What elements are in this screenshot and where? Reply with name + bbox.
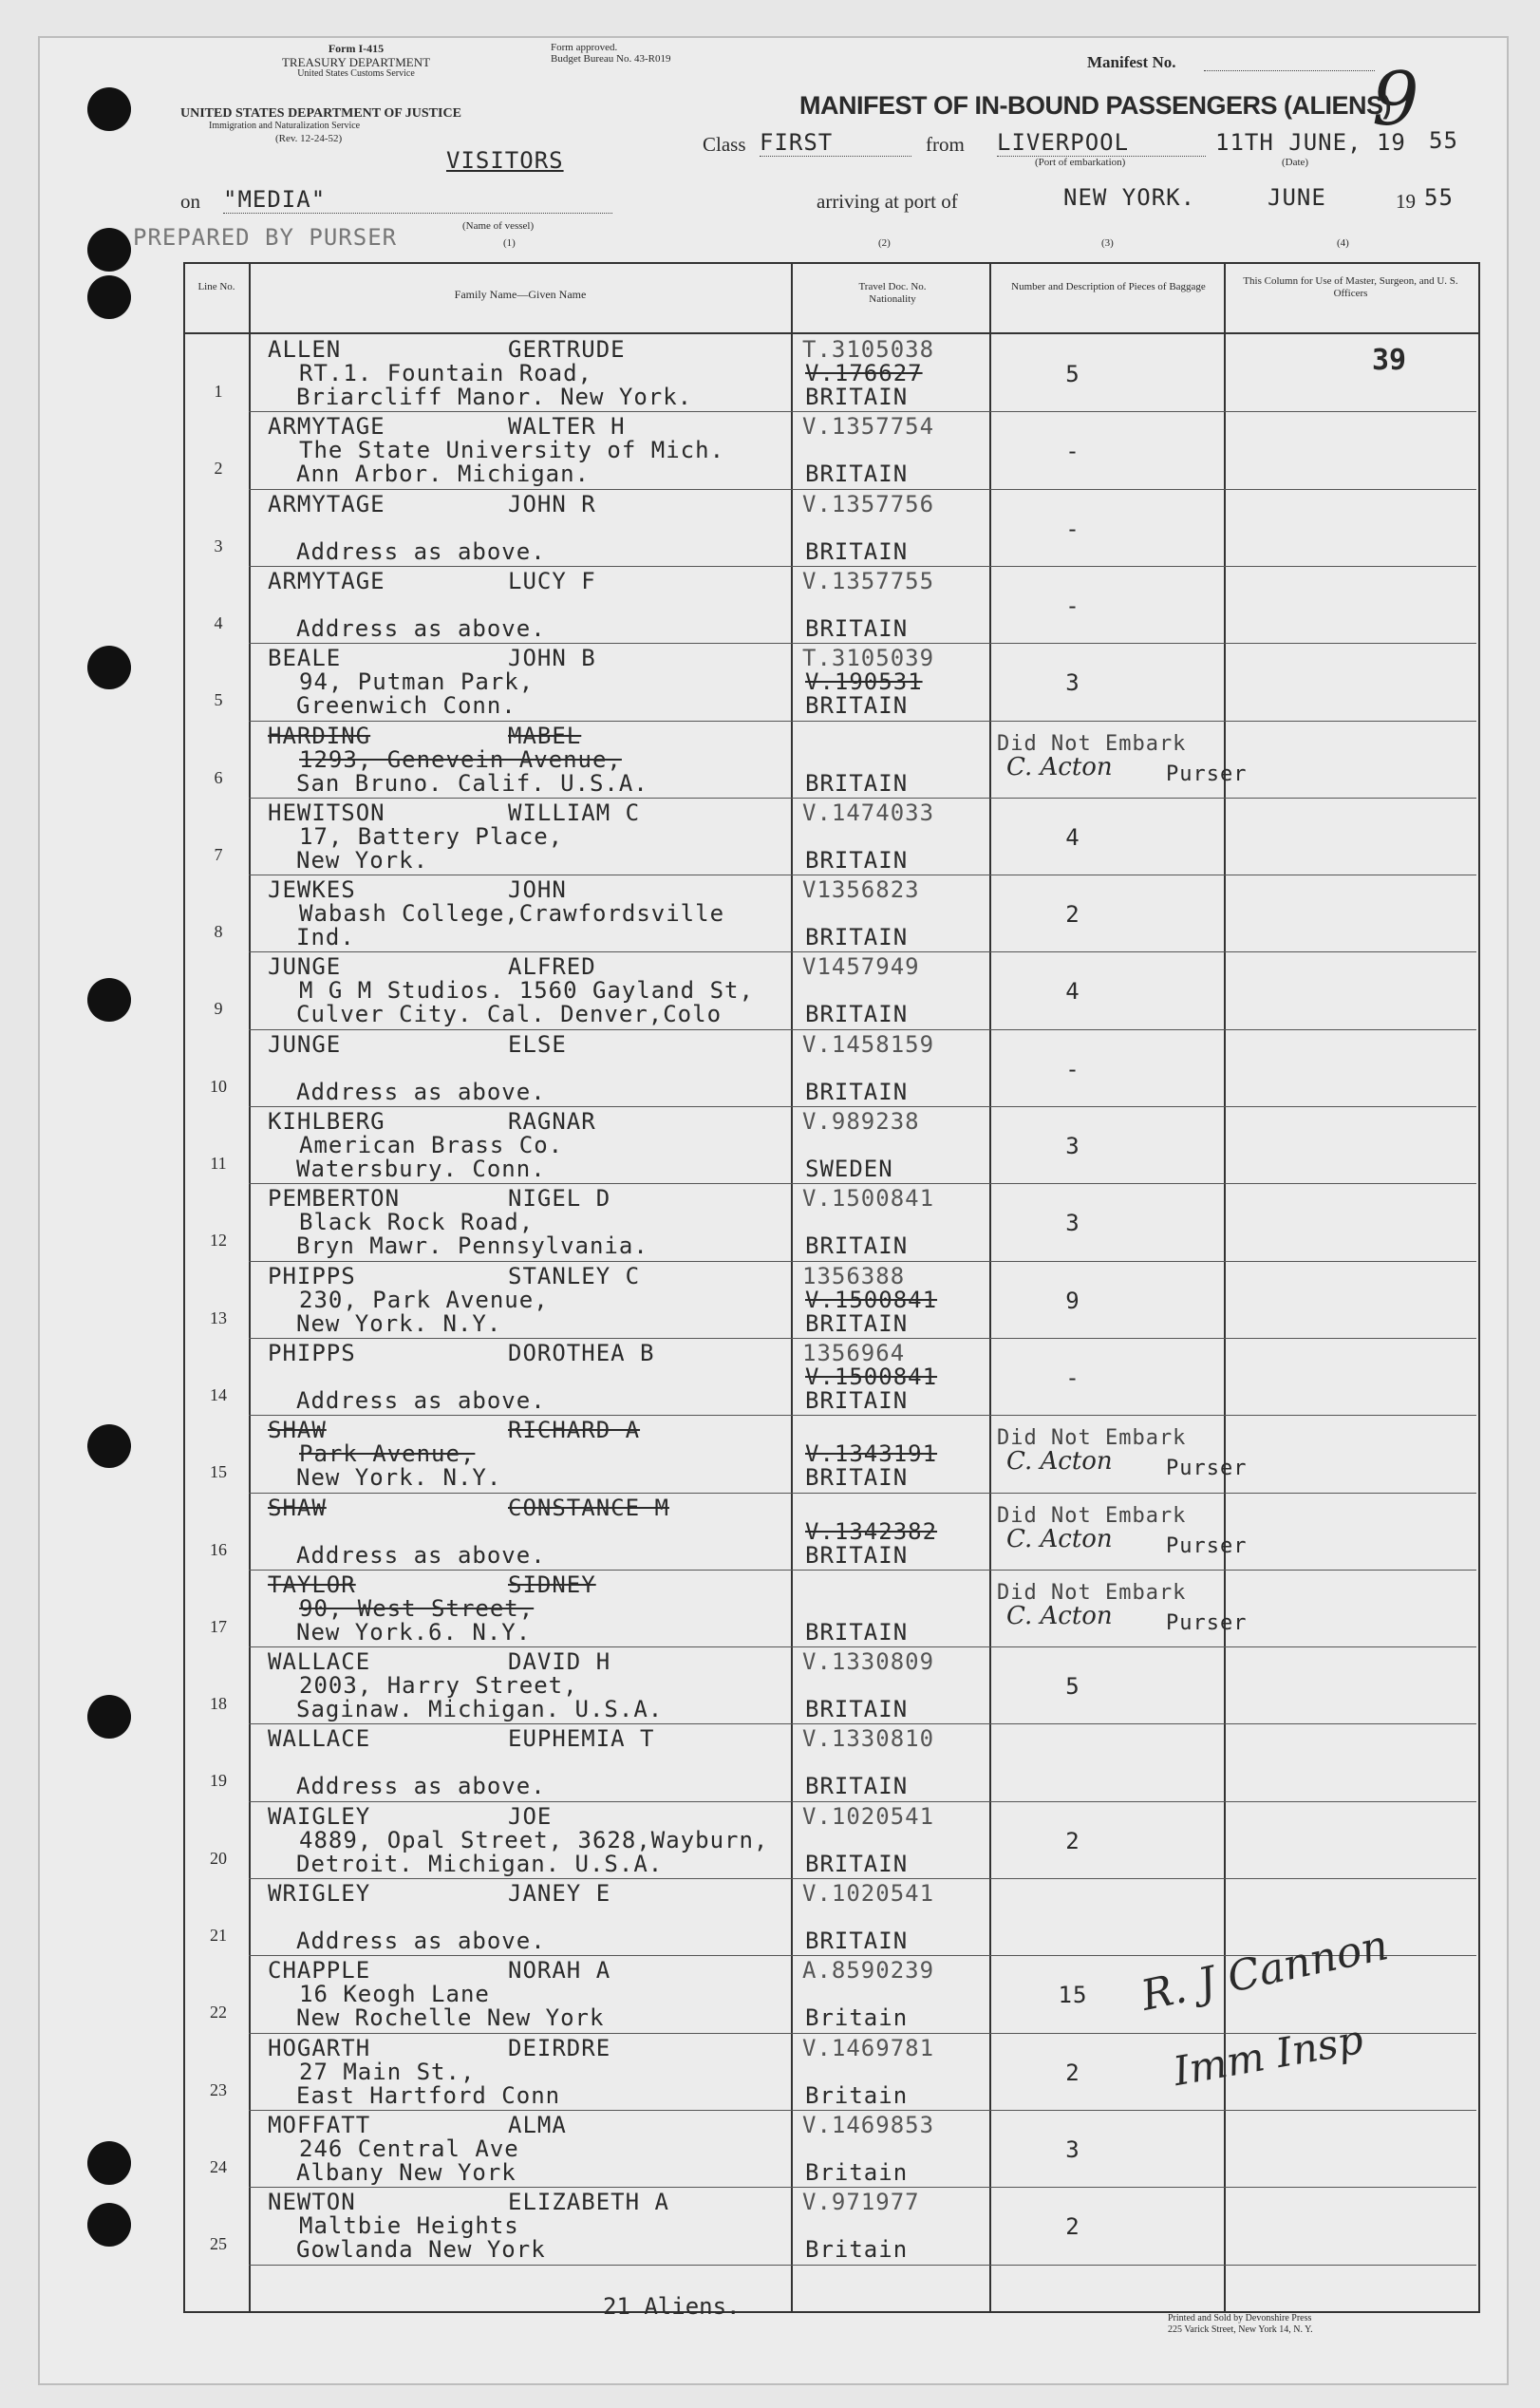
given-name: ELIZABETH A [508, 2189, 669, 2216]
purser-signature: C. Acton [1006, 1447, 1113, 1477]
line-number: 1 [214, 382, 223, 401]
address-line-2: Address as above. [296, 537, 546, 565]
address-line-1: RT.1. Fountain Road, [299, 360, 592, 386]
family-name: JUNGE [268, 953, 342, 981]
family-name: HARDING [268, 722, 371, 749]
row-divider [249, 566, 1476, 567]
given-name: WILLIAM C [508, 799, 641, 826]
line-number: 20 [210, 1848, 227, 1868]
baggage-count: 9 [1065, 1287, 1080, 1314]
purser-label: Purser [1166, 1457, 1248, 1481]
baggage-count: 3 [1065, 669, 1080, 697]
given-name: ALMA [508, 2111, 567, 2138]
given-name: RAGNAR [508, 1108, 596, 1135]
given-name: ELSE [508, 1030, 567, 1058]
travel-doc-number: V.989238 [802, 1108, 920, 1135]
nationality: BRITAIN [805, 692, 909, 720]
total-aliens: 21 Aliens. [603, 2293, 741, 2320]
row-divider [249, 1261, 1476, 1262]
address-line-2: New York.6. N.Y. [296, 1618, 532, 1646]
travel-doc-number-alt: V.190531 [805, 668, 923, 696]
nationality: BRITAIN [805, 1928, 909, 1954]
address-line-1: 27 Main St., [299, 2058, 476, 2085]
family-name: ALLEN [268, 336, 342, 363]
col-name: Family Name—Given Name [454, 288, 587, 301]
nationality: BRITAIN [805, 461, 909, 488]
travel-doc-number: V.1474033 [802, 799, 935, 826]
line-number: 18 [210, 1694, 227, 1714]
binder-hole [87, 1695, 131, 1739]
address-line-2: Address as above. [296, 1928, 546, 1954]
col-divider [249, 262, 251, 2313]
address-line-2: Ind. [296, 924, 355, 951]
given-name: GERTRUDE [508, 336, 626, 363]
row-divider [249, 1106, 1476, 1107]
date-value: 11TH JUNE, 19 [1215, 129, 1406, 156]
nationality: Britain [805, 2081, 909, 2109]
row-divider [249, 2110, 1476, 2111]
given-name: JANEY E [508, 1880, 611, 1907]
line-number: 19 [210, 1771, 227, 1791]
address-line-2: Ann Arbor. Michigan. [296, 461, 590, 488]
family-name: PHIPPS [268, 1262, 356, 1289]
col-num-4: (4) [1337, 237, 1349, 249]
family-name: SHAW [268, 1417, 327, 1444]
given-name: NORAH A [508, 1957, 611, 1985]
travel-doc-number: V.1458159 [802, 1030, 935, 1058]
address-line-1: Wabash College,Crawfordsville [299, 900, 725, 928]
vessel-name: "MEDIA" [223, 186, 612, 214]
given-name: JOHN R [508, 490, 596, 517]
travel-doc-number-alt: V.1343191 [805, 1440, 938, 1468]
row-divider [249, 489, 1476, 490]
travel-doc-number: V.1357754 [802, 413, 935, 441]
family-name: ARMYTAGE [268, 413, 385, 441]
row-divider [249, 2265, 1476, 2266]
row-divider [249, 798, 1476, 799]
purser-label: Purser [1166, 762, 1248, 786]
travel-doc-number-alt: V.1500841 [805, 1363, 938, 1390]
budget-bureau: Budget Bureau No. 43-R019 [551, 53, 671, 65]
line-number: 4 [214, 612, 223, 632]
baggage-count: 2 [1065, 2213, 1080, 2241]
travel-doc-number-alt: V.1500841 [805, 1286, 938, 1313]
nationality: BRITAIN [805, 1696, 909, 1723]
nationality: BRITAIN [805, 1850, 909, 1877]
travel-doc-number: V.1357755 [802, 567, 935, 594]
manifest-no-line [1204, 70, 1375, 71]
baggage-note: Did Not Embark [997, 731, 1187, 756]
col-num-1: (1) [503, 237, 516, 249]
port-caption: (Port of embarkation) [1035, 157, 1126, 168]
line-number: 10 [210, 1076, 227, 1096]
baggage-count: - [1065, 1364, 1080, 1391]
purser-signature: C. Acton [1006, 752, 1113, 781]
address-line-2: Culver City. Cal. Denver,Colo [296, 1001, 723, 1028]
line-number: 5 [214, 690, 223, 710]
inspector-title-signature: Imm Insp [1170, 2015, 1367, 2096]
given-name: MABEL [508, 722, 582, 749]
binder-hole [87, 1424, 131, 1468]
row-divider [249, 1029, 1476, 1030]
address-line-2: Address as above. [296, 1773, 546, 1800]
line-number: 25 [210, 2234, 227, 2254]
address-line-1: 230, Park Avenue, [299, 1286, 549, 1313]
line-number: 6 [214, 767, 223, 787]
address-line-1: M G M Studios. 1560 Gayland St, [299, 977, 754, 1005]
given-name: NIGEL D [508, 1185, 611, 1213]
nationality: BRITAIN [805, 769, 909, 797]
row-divider [249, 411, 1476, 412]
given-name: ALFRED [508, 953, 596, 981]
address-line-1: 2003, Harry Street, [299, 1672, 578, 1700]
baggage-count: - [1065, 515, 1080, 542]
binder-hole [87, 978, 131, 1022]
nationality: Britain [805, 2004, 909, 2032]
address-line-2: East Hartford Conn [296, 2081, 561, 2109]
purser-signature: C. Acton [1006, 1524, 1113, 1553]
baggage-count: 5 [1065, 361, 1080, 387]
address-line-2: Gowlanda New York [296, 2236, 546, 2264]
travel-doc-number: V.1469781 [802, 2034, 935, 2061]
baggage-count: 4 [1065, 978, 1080, 1006]
family-name: KIHLBERG [268, 1108, 385, 1135]
line-number: 22 [210, 2003, 227, 2022]
line-number: 23 [210, 2079, 227, 2099]
line-number: 15 [210, 1462, 227, 1482]
nationality: BRITAIN [805, 1541, 909, 1569]
address-line-2: Address as above. [296, 1078, 546, 1105]
address-line-1: 17, Battery Place, [299, 822, 564, 850]
row-divider [249, 1493, 1476, 1494]
travel-doc-number: V.1500841 [802, 1185, 935, 1213]
row-divider [249, 721, 1476, 722]
family-name: SHAW [268, 1494, 327, 1521]
travel-doc-number: V.1020541 [802, 1802, 935, 1830]
family-name: JUNGE [268, 1030, 342, 1058]
manifest-no-label: Manifest No. [1087, 53, 1176, 71]
address-line-1: 246 Central Ave [299, 2135, 519, 2162]
binder-hole [87, 2141, 131, 2185]
travel-doc-number: V.1330809 [802, 1648, 935, 1676]
baggage-count: 2 [1065, 901, 1080, 929]
class-value: FIRST [760, 129, 911, 157]
baggage-count: 2 [1065, 1827, 1080, 1854]
family-name: PEMBERTON [268, 1185, 401, 1213]
line-number: 14 [210, 1384, 227, 1404]
col-officers: This Column for Use of Master, Surgeon, and U. S. Officers [1243, 275, 1458, 299]
address-line-2: Albany New York [296, 2158, 516, 2186]
line-number: 17 [210, 1616, 227, 1636]
arrival-year-prefix: 19 [1396, 190, 1416, 213]
binder-hole [87, 87, 131, 131]
row-divider [249, 1801, 1476, 1802]
nationality: BRITAIN [805, 846, 909, 874]
family-name: TAYLOR [268, 1571, 356, 1598]
col-line-no: Line No. [197, 281, 235, 292]
baggage-count: - [1065, 438, 1080, 465]
nationality: Britain [805, 2236, 909, 2264]
arrival-port: NEW YORK. [1063, 184, 1196, 211]
purser-label: Purser [1166, 1610, 1248, 1635]
given-name: DAVID H [508, 1648, 611, 1676]
row-divider [249, 643, 1476, 644]
given-name: LUCY F [508, 567, 596, 594]
arrival-year: 55 [1424, 184, 1454, 211]
header-divider [183, 332, 1478, 334]
address-line-1: 94, Putman Park, [299, 668, 535, 696]
given-name: JOHN [508, 876, 567, 904]
doj-title: UNITED STATES DEPARTMENT OF JUSTICE [180, 106, 461, 121]
travel-doc-number: A.8590239 [802, 1957, 935, 1985]
line-number: 2 [214, 459, 223, 479]
family-name: BEALE [268, 645, 342, 672]
address-line-2: Address as above. [296, 1386, 546, 1414]
port-of-embarkation: LIVERPOOL [997, 129, 1206, 157]
nationality: BRITAIN [805, 384, 909, 410]
travel-doc-number: V.971977 [802, 2189, 920, 2216]
travel-doc-number: V1457949 [802, 953, 920, 981]
family-name: MOFFATT [268, 2111, 371, 2138]
nationality: BRITAIN [805, 1232, 909, 1260]
baggage-note: Did Not Embark [997, 1426, 1187, 1451]
address-line-2: New York. [296, 846, 429, 874]
date-caption: (Date) [1282, 157, 1309, 168]
row-divider [249, 1723, 1476, 1724]
family-name: HOGARTH [268, 2034, 371, 2061]
row-divider [249, 1183, 1476, 1184]
address-line-2: Briarcliff Manor. New York. [296, 384, 693, 410]
rev-date: (Rev. 12-24-52) [275, 133, 343, 144]
address-line-2: New York. N.Y. [296, 1309, 502, 1337]
address-line-2: New Rochelle New York [296, 2004, 605, 2032]
binder-hole [87, 2203, 131, 2247]
baggage-note: Did Not Embark [997, 1503, 1187, 1528]
given-name: CONSTANCE M [508, 1494, 669, 1521]
arriving-label: arriving at port of [817, 190, 958, 213]
nationality: BRITAIN [805, 1618, 909, 1646]
visitors-label: VISITORS [446, 147, 564, 174]
given-name: STANLEY C [508, 1262, 641, 1289]
baggage-count: 3 [1065, 1133, 1080, 1159]
baggage-note: Did Not Embark [997, 1580, 1187, 1605]
col-divider [791, 262, 793, 2313]
nationality: SWEDEN [805, 1156, 893, 1182]
binder-hole [87, 646, 131, 689]
address-line-2: Saginaw. Michigan. U.S.A. [296, 1696, 664, 1723]
row-divider [249, 1338, 1476, 1339]
nationality: BRITAIN [805, 1309, 909, 1337]
family-name: JEWKES [268, 876, 356, 904]
travel-doc-number: V.1357756 [802, 490, 935, 517]
purser-label: Purser [1166, 1533, 1248, 1558]
purser-signature: C. Acton [1006, 1601, 1113, 1630]
date-year: 55 [1429, 127, 1458, 154]
given-name: WALTER H [508, 413, 626, 441]
baggage-count: 3 [1065, 2135, 1080, 2163]
nationality: BRITAIN [805, 1078, 909, 1105]
vessel-caption: (Name of vessel) [462, 220, 535, 232]
form-number: Form I-415 [328, 42, 385, 55]
address-line-2: Bryn Mawr. Pennsylvania. [296, 1232, 648, 1260]
travel-doc-number: V.1020541 [802, 1880, 935, 1907]
on-label: on [180, 190, 200, 213]
from-label: from [926, 133, 965, 156]
address-line-2: Address as above. [296, 1541, 546, 1569]
printer-line-1: Printed and Sold by Devonshire Press [1168, 2313, 1312, 2323]
family-name: WRIGLEY [268, 1880, 371, 1907]
line-number: 11 [210, 1154, 227, 1173]
treasury-dept: TREASURY DEPARTMENT [281, 55, 431, 69]
family-name: WALLACE [268, 1648, 371, 1676]
binder-hole [87, 228, 131, 272]
family-name: PHIPPS [268, 1339, 356, 1366]
address-line-2: Greenwich Conn. [296, 692, 516, 720]
col-travel-doc: Travel Doc. No. Nationality [858, 281, 927, 305]
family-name: NEWTON [268, 2189, 356, 2216]
prepared-by: PREPARED BY PURSER [133, 224, 398, 251]
address-line-1: 4889, Opal Street, 3628,Wayburn, [299, 1826, 769, 1853]
baggage-count: 4 [1065, 823, 1080, 851]
arrival-month: JUNE [1268, 184, 1326, 211]
travel-doc-number: T.3105038 [802, 336, 935, 363]
address-line-1: American Brass Co. [299, 1132, 564, 1158]
nationality: BRITAIN [805, 1386, 909, 1414]
inspector-signature: R. J Cannon [1136, 1921, 1393, 2021]
family-name: ARMYTAGE [268, 490, 385, 517]
col-baggage: Number and Description of Pieces of Baggage [1011, 281, 1206, 292]
given-name: RICHARD A [508, 1417, 641, 1444]
row-divider [249, 2187, 1476, 2188]
address-line-2: Address as above. [296, 614, 546, 642]
baggage-count: 3 [1065, 1210, 1080, 1237]
travel-doc-number-alt: V.1342382 [805, 1517, 938, 1545]
baggage-count: 2 [1065, 2059, 1080, 2086]
nationality: BRITAIN [805, 1773, 909, 1800]
address-line-1: Park Avenue, [299, 1440, 476, 1468]
given-name: JOE [508, 1802, 553, 1830]
given-name: SIDNEY [508, 1571, 596, 1598]
baggage-count: - [1065, 1055, 1080, 1082]
row-divider [249, 1570, 1476, 1571]
address-line-1: 90, West Street, [299, 1594, 535, 1622]
col-num-3: (3) [1101, 237, 1114, 249]
nationality: BRITAIN [805, 1001, 909, 1028]
line-number: 8 [214, 922, 223, 942]
address-line-2: San Bruno. Calif. U.S.A. [296, 769, 648, 797]
customs-service: United States Customs Service [297, 68, 415, 79]
printer-line-2: 225 Varick Street, New York 14, N. Y. [1168, 2324, 1313, 2335]
line-number: 16 [210, 1539, 227, 1559]
line-number: 9 [214, 999, 223, 1019]
page-title: MANIFEST OF IN-BOUND PASSENGERS (ALIENS) [799, 91, 1392, 120]
family-name: ARMYTAGE [268, 567, 385, 594]
nationality: BRITAIN [805, 1464, 909, 1492]
address-line-1: The State University of Mich. [299, 437, 725, 464]
address-line-2: New York. N.Y. [296, 1464, 502, 1492]
travel-doc-number: V.1330810 [802, 1725, 935, 1753]
baggage-count: - [1065, 592, 1080, 619]
address-line-2: Watersbury. Conn. [296, 1156, 546, 1182]
address-line-1: Black Rock Road, [299, 1209, 535, 1236]
given-name: DEIRDRE [508, 2034, 611, 2061]
line-number: 13 [210, 1307, 227, 1327]
officer-mark: 39 [1372, 344, 1407, 377]
form-approved: Form approved. [551, 42, 618, 53]
family-name: HEWITSON [268, 799, 385, 826]
col-num-2: (2) [878, 237, 891, 249]
row-divider [249, 1878, 1476, 1879]
given-name: DOROTHEA B [508, 1339, 655, 1366]
nationality: BRITAIN [805, 537, 909, 565]
travel-doc-number-alt: V.176627 [805, 360, 923, 386]
class-label: Class [703, 133, 746, 156]
address-line-1: 1293, Genevein Avenue, [299, 745, 622, 773]
given-name: JOHN B [508, 645, 596, 672]
given-name: EUPHEMIA T [508, 1725, 655, 1753]
travel-doc-number: 1356388 [802, 1262, 906, 1289]
travel-doc-number: T.3105039 [802, 645, 935, 672]
row-divider [249, 1646, 1476, 1647]
nationality: Britain [805, 2158, 909, 2186]
address-line-1: Maltbie Heights [299, 2212, 519, 2240]
row-divider [249, 951, 1476, 952]
col-divider [989, 262, 991, 2313]
family-name: WAIGLEY [268, 1802, 371, 1830]
manifest-handwritten-number: 9 [1372, 57, 1419, 142]
line-number: 24 [210, 2156, 227, 2176]
row-divider [249, 1415, 1476, 1416]
line-number: 7 [214, 844, 223, 864]
nationality: BRITAIN [805, 614, 909, 642]
family-name: WALLACE [268, 1725, 371, 1753]
address-line-1: 16 Keogh Lane [299, 1981, 490, 2008]
line-number: 21 [210, 1926, 227, 1945]
baggage-count: 5 [1065, 1673, 1080, 1701]
col-divider [1224, 262, 1226, 2313]
travel-doc-number: 1356964 [802, 1339, 906, 1366]
line-number: 12 [210, 1231, 227, 1251]
travel-doc-number: V.1469853 [802, 2111, 935, 2138]
baggage-count: 15 [1058, 1982, 1088, 2009]
line-number: 3 [214, 536, 223, 555]
nationality: BRITAIN [805, 924, 909, 951]
family-name: CHAPPLE [268, 1957, 371, 1985]
ins-title: Immigration and Naturalization Service [209, 121, 361, 131]
address-line-2: Detroit. Michigan. U.S.A. [296, 1850, 664, 1877]
binder-hole [87, 275, 131, 319]
travel-doc-number: V1356823 [802, 876, 920, 904]
